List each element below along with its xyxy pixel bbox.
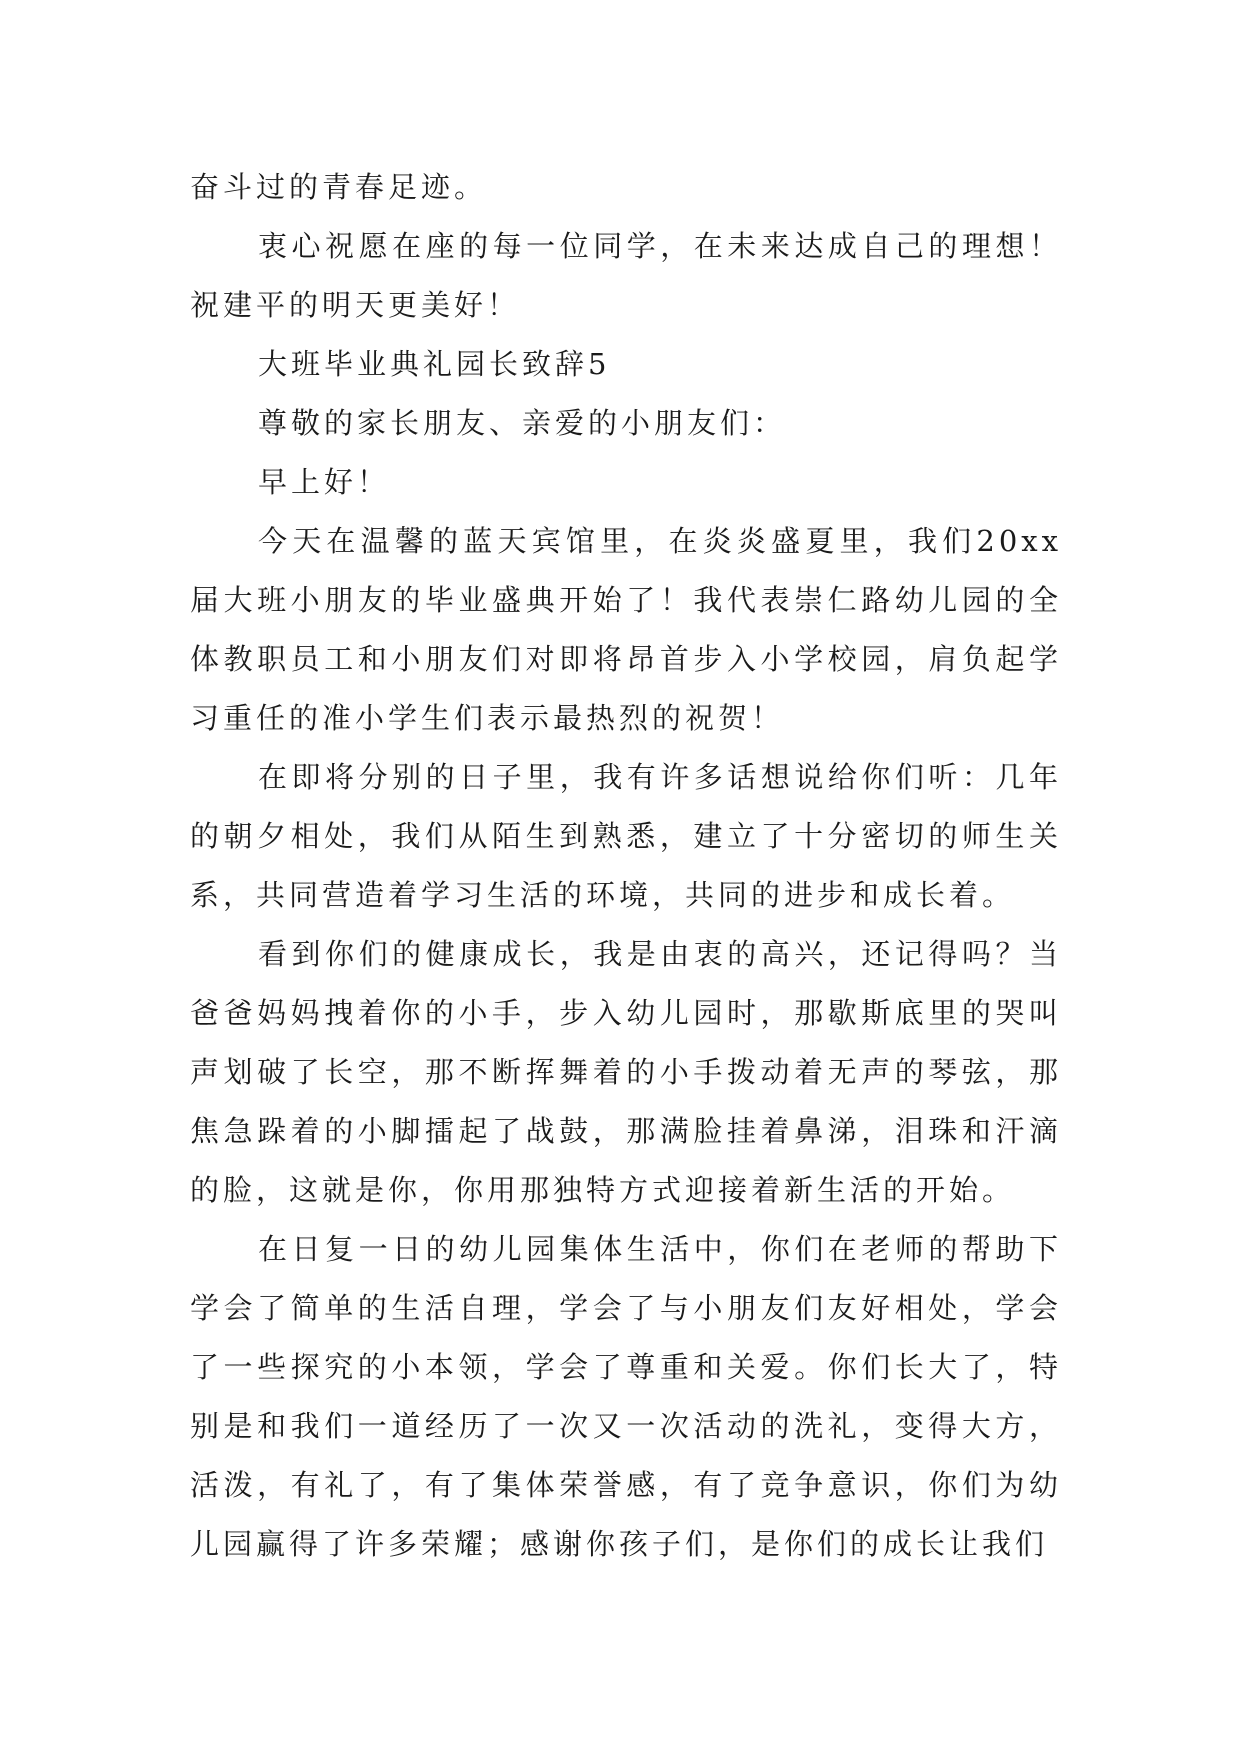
paragraph-memories: 看到你们的健康成长，我是由衷的高兴，还记得吗？当爸爸妈妈拽着你的小手，步入幼儿园时，那歇斯底里的哭叫声划破了长空，那不断挥舞着的小手拨动着无声的琴弦，那焦急跺着的小脚擂起了战鼓，那满脸挂着鼻涕，泪珠和汗滴的脸，这就是你，你用那独特方式迎接着新生活的开始。	[190, 937, 1062, 1207]
paragraph-opening: 今天在温馨的蓝天宾馆里，在炎炎盛夏里，我们20xx届大班小朋友的毕业盛典开始了！我代表崇仁路幼儿园的全体教职员工和小朋友们对即将昂首步入小学校园，肩负起学习重任的准小学生们表示最热烈的祝贺！	[190, 524, 1062, 735]
section-heading: 大班毕业典礼园长致辞5	[258, 347, 611, 381]
greeting: 早上好！	[258, 465, 391, 499]
paragraph-continuation: 奋斗过的青春足迹。	[190, 170, 488, 204]
salutation: 尊敬的家长朋友、亲爱的小朋友们：	[258, 406, 787, 440]
document-body	[190, 158, 1062, 1574]
paragraph-growth: 在日复一日的幼儿园集体生活中，你们在老师的帮助下学会了简单的生活自理，学会了与小朋友们友好相处，学会了一些探究的小本领，学会了尊重和关爱。你们长大了，特别是和我们一道经历了一次又一次活动的洗礼，变得大方，活泼，有礼了，有了集体荣誉感，有了竞争意识，你们为幼儿园赢得了许多荣耀；感谢你孩子们，是你们的成长让我们	[190, 1232, 1062, 1561]
paragraph-farewell: 在即将分别的日子里，我有许多话想说给你们听：几年的朝夕相处，我们从陌生到熟悉，建立了十分密切的师生关系，共同营造着学习生活的环境，共同的进步和成长着。	[190, 760, 1062, 912]
paragraph-wishes: 衷心祝愿在座的每一位同学，在未来达成自己的理想！祝建平的明天更美好！	[190, 229, 1062, 322]
